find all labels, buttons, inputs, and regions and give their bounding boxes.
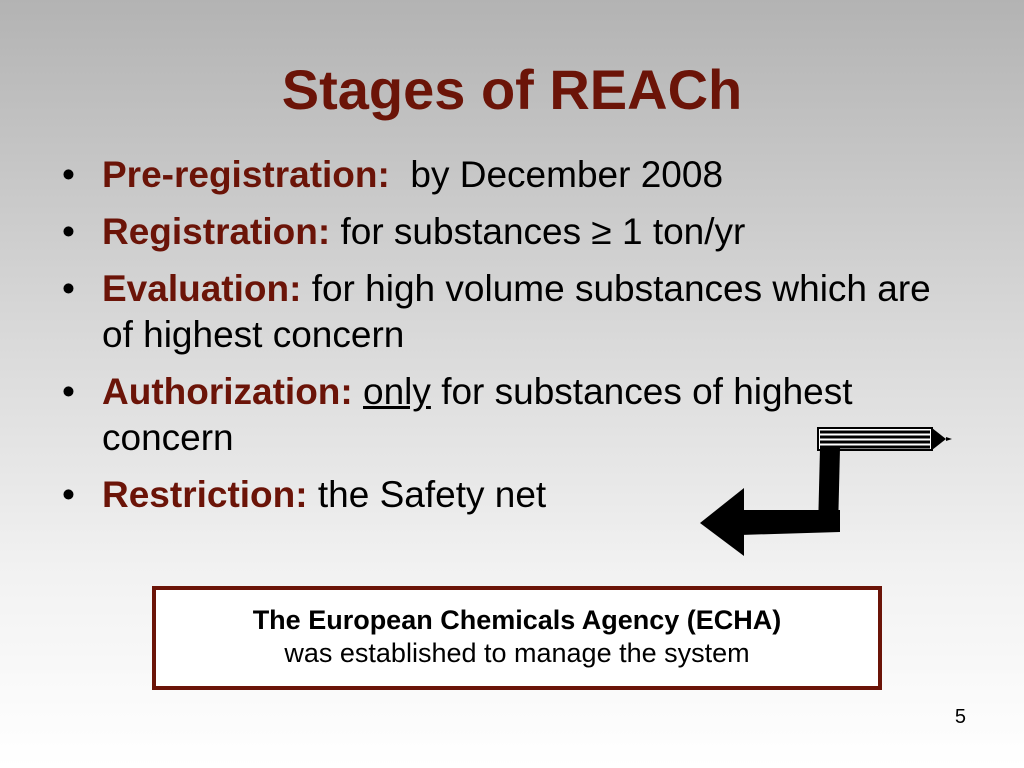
bullet-text: the Safety net bbox=[317, 474, 547, 515]
pencil-body bbox=[818, 428, 952, 450]
echa-callout-box bbox=[152, 586, 882, 690]
echa-callout-text: was established to manage the system bbox=[284, 638, 750, 668]
bullet-term: Evaluation: bbox=[102, 268, 302, 309]
bullet-underlined-word: only bbox=[363, 371, 431, 412]
bullet-term: Registration: bbox=[102, 211, 331, 252]
bullet-term: Restriction: bbox=[102, 474, 308, 515]
bullet-pre-registration bbox=[62, 152, 962, 198]
bullet-text: for substances of highest concern bbox=[102, 371, 853, 458]
bullet-term: Pre-registration: bbox=[102, 154, 390, 195]
pencil-arrow-icon bbox=[690, 418, 960, 568]
bullet-text: by December 2008 bbox=[410, 154, 724, 195]
bullet-evaluation bbox=[62, 266, 962, 358]
slide-title: Stages of REACh bbox=[281, 58, 743, 121]
echa-callout-heading: The European Chemicals Agency (ECHA) bbox=[252, 605, 782, 635]
bullet-registration bbox=[62, 209, 962, 255]
bullet-term: Authorization: bbox=[102, 371, 353, 412]
bullet-text: for substances ≥ 1 ton/yr bbox=[340, 211, 746, 252]
arrow-head bbox=[700, 488, 744, 556]
arrow-shaft-horizontal bbox=[740, 510, 840, 535]
page-number: 5 bbox=[954, 706, 966, 728]
bullet-text: for high volume substances which are of highest concern bbox=[102, 268, 931, 355]
